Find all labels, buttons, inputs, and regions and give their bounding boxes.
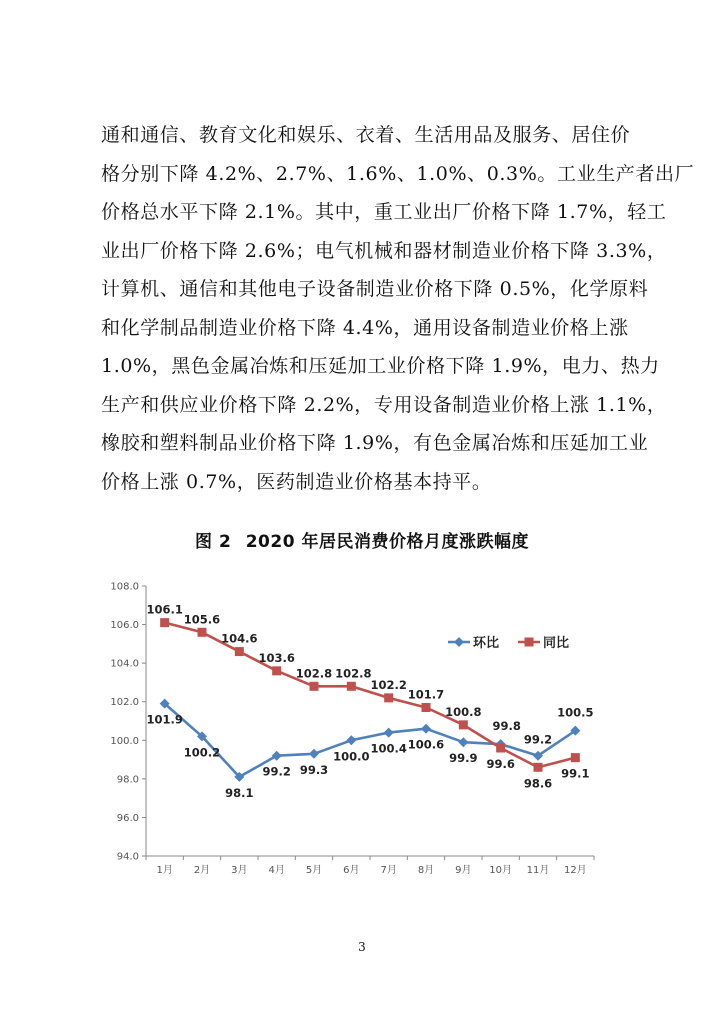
legend-label: 环比 [473,636,500,651]
x-tick-label: 1月 [156,865,173,876]
tongbi-data-label: 106.1 [146,602,183,617]
y-tick-label: 98.0 [116,774,139,786]
x-tick-label: 7月 [380,865,397,876]
huanbi-point [346,735,356,745]
tongbi-data-label: 102.8 [335,666,372,681]
huanbi-data-label: 100.2 [183,745,221,760]
huanbi-data-label: 100.4 [370,741,407,756]
legend-marker [454,637,464,647]
figure-number: 图 2 [195,532,232,552]
y-tick-label: 96.0 [116,812,139,824]
x-tick-label: 9月 [455,865,472,876]
figure-caption: 2020 年居民消费价格月度涨跌幅度 [245,532,529,552]
huanbi-data-label: 99.2 [523,732,553,747]
huanbi-point [272,751,282,761]
paragraph-line-7: 1.0%，黑色金属冶炼和压延加工业价格下降 1.9%，电力、热力 [101,355,660,377]
paragraph-line-1: 通和通信、教育文化和娱乐、衣着、生活用品及服务、居住价 [101,124,631,146]
tongbi-point [459,720,468,729]
x-tick-label: 4月 [268,865,285,876]
y-tick-label: 102.0 [110,697,139,709]
tongbi-data-label: 103.6 [258,650,295,665]
tongbi-point [496,744,505,753]
tongbi-point [571,753,580,762]
huanbi-point [384,728,394,738]
x-tick-label: 3月 [231,865,248,876]
x-tick-label: 8月 [417,865,435,876]
x-tick-label: 10月 [489,865,513,876]
tongbi-data-label: 100.8 [445,704,482,719]
huanbi-data-label: 100.6 [407,737,445,752]
tongbi-data-label: 98.6 [523,776,553,791]
huanbi-data-label: 99.8 [492,719,521,734]
y-tick-label: 106.0 [110,620,139,632]
paragraph-line-6: 和化学制品制造业价格下降 4.4%，通用设备制造业价格上涨 [101,316,629,339]
tongbi-point [160,618,169,627]
tongbi-data-label: 101.7 [407,687,445,702]
tongbi-point [347,682,356,691]
x-tick-label: 12月 [563,865,587,876]
tongbi-point [534,763,543,772]
huanbi-point [458,737,468,747]
huanbi-data-label: 101.9 [146,712,183,727]
x-tick-label: 5月 [305,865,323,876]
figure-title [0,527,724,552]
y-tick-label: 104.0 [110,658,139,670]
paragraph-line-9: 橡胶和塑料制品业价格下降 1.9%，有色金属冶炼和压延加工业 [101,432,649,454]
x-tick-label: 2月 [193,865,211,876]
page-number: 3 [358,940,366,954]
paragraph-line-2: 格分别下降 4.2%、2.7%、1.6%、1.0%、0.3%。工业生产者出厂 [101,162,695,185]
tongbi-data-label: 99.6 [486,757,515,771]
tongbi-data-label: 102.2 [370,677,407,692]
paragraph-line-8: 生产和供应业价格下降 2.2%，专用设备制造业价格上涨 1.1%， [101,393,667,416]
huanbi-data-label: 99.9 [449,751,478,766]
legend-marker [525,638,534,647]
y-tick-label: 100.0 [110,735,139,747]
huanbi-data-label: 100.0 [333,749,370,764]
tongbi-data-label: 104.6 [221,631,258,646]
huanbi-data-label: 100.5 [557,705,594,720]
y-tick-label: 94.0 [116,851,139,863]
tongbi-point [310,682,319,691]
tongbi-point [272,666,281,675]
paragraph-line-10: 价格上涨 0.7%，医药制造业价格基本持平。 [101,470,492,493]
body-paragraph [101,116,695,501]
huanbi-data-label: 99.2 [262,764,291,779]
x-tick-label: 11月 [526,865,550,876]
tongbi-point [198,628,207,637]
legend-label: 同比 [543,636,570,651]
y-tick-label: 108.0 [110,581,139,593]
x-tick-label: 6月 [343,865,360,876]
tongbi-data-label: 105.6 [183,612,221,627]
huanbi-point [309,749,319,759]
paragraph-line-4: 业出厂价格下降 2.6%；电气机械和器材制造业价格下降 3.3%， [101,239,667,262]
tongbi-point [235,647,244,656]
tongbi-data-label: 99.1 [561,766,590,781]
paragraph-line-5: 计算机、通信和其他电子设备制造业价格下降 0.5%，化学原料 [101,278,649,300]
tongbi-point [384,693,393,702]
tongbi-data-label: 102.8 [295,666,333,681]
huanbi-point [421,724,431,734]
paragraph-line-3: 价格总水平下降 2.1%。其中，重工业出厂价格下降 1.7%，轻工 [101,201,667,223]
tongbi-point [422,703,431,712]
huanbi-data-label: 99.3 [299,762,329,777]
huanbi-data-label: 98.1 [225,785,254,800]
cpi-line-chart [88,566,608,886]
